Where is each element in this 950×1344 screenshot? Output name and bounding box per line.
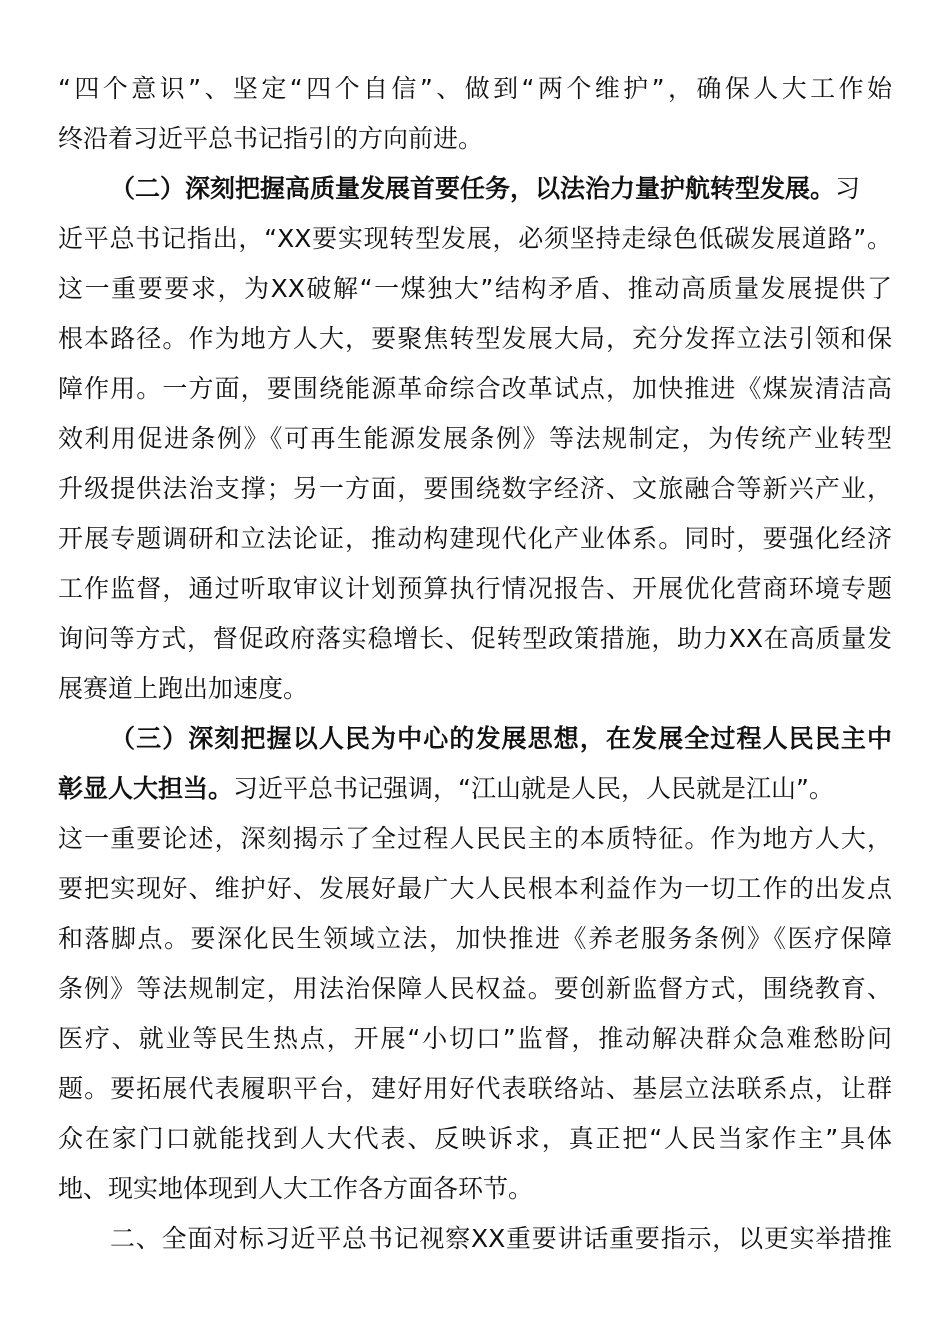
section-heading-3-end: 彰显人大担当。 — [58, 774, 234, 803]
text-line: 询问等方式，督促政府落实稳增长、促转型政策措施，助力XX在高质量发 — [58, 624, 892, 653]
text-line: 升级提供法治支撑；另一方面，要围绕数字经济、文旅融合等新兴产业， — [58, 474, 892, 503]
text-line: 这一重要要求，为XX破解“一煤独大”结构矛盾、推动高质量发展提供了 — [58, 274, 892, 303]
section-heading-line — [110, 174, 892, 204]
text-line: 和落脚点。要深化民生领域立法，加快推进《养老服务条例》《医疗保障 — [58, 924, 892, 953]
section-heading-3: （三）深刻把握以人民为中心的发展思想，在发展全过程人民民主中 — [110, 724, 892, 753]
text-line: 医疗、就业等民生热点，开展“小切口”监督，推动解决群众急难愁盼问 — [58, 1024, 892, 1053]
text-line: 展赛道上跑出加速度。 — [58, 674, 309, 703]
text-line: 终沿着习近平总书记指引的方向前进。 — [58, 124, 484, 153]
section-heading-2: （二）深刻把握高质量发展首要任务，以法治力量护航转型发展。 — [110, 174, 836, 203]
text-line: 根本路径。作为地方人大，要聚焦转型发展大局，充分发挥立法引领和保 — [58, 324, 892, 353]
text-fragment: 习近平总书记强调，“江山就是人民，人民就是江山”。 — [233, 774, 834, 803]
text-line: 要把实现好、维护好、发展好最广大人民根本利益作为一切工作的出发点 — [58, 874, 892, 903]
text-line: 二、全面对标习近平总书记视察XX重要讲话重要指示，以更实举措推 — [110, 1224, 892, 1253]
text-line: “四个意识”、坚定“四个自信”、做到“两个维护”，确保人大工作始 — [58, 74, 892, 103]
text-line: 题。要拓展代表履职平台，建好用好代表联络站、基层立法联系点，让群 — [58, 1074, 892, 1103]
text-line: 众在家门口就能找到人大代表、反映诉求，真正把“人民当家作主”具体 — [58, 1124, 892, 1153]
text-line: 开展专题调研和立法论证，推动构建现代化产业体系。同时，要强化经济 — [58, 524, 892, 553]
text-line: 这一重要论述，深刻揭示了全过程人民民主的本质特征。作为地方人大， — [58, 824, 892, 853]
text-fragment: 习 — [835, 174, 861, 203]
text-line: 工作监督，通过听取审议计划预算执行情况报告、开展优化营商环境专题 — [58, 574, 892, 603]
section-heading-line — [58, 774, 892, 804]
text-line: 效利用促进条例》《可再生能源发展条例》等法规制定，为传统产业转型 — [58, 424, 892, 453]
text-line: 地、现实地体现到人大工作各方面各环节。 — [58, 1174, 534, 1203]
text-line: 障作用。一方面，要围绕能源革命综合改革试点，加快推进《煤炭清洁高 — [58, 374, 892, 403]
text-line: 条例》等法规制定，用法治保障人民权益。要创新监督方式，围绕教育、 — [58, 974, 892, 1003]
text-line: 近平总书记指出，“XX要实现转型发展，必须坚持走绿色低碳发展道路”。 — [58, 224, 892, 253]
